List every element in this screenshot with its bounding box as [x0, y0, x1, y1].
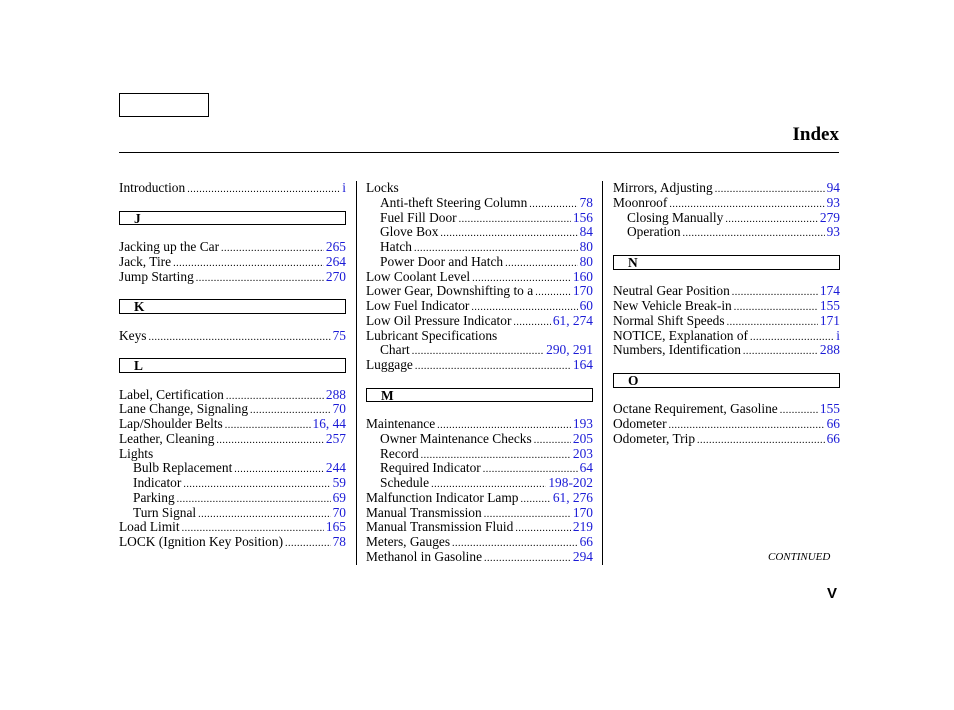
leader-dots	[743, 345, 818, 360]
leader-dots	[697, 434, 825, 449]
index-entry	[366, 506, 593, 521]
index-entry	[613, 417, 840, 432]
page-link[interactable]: 198-202	[548, 475, 593, 490]
column-divider	[602, 181, 603, 565]
entry-label: Required Indicator	[380, 460, 481, 476]
entry-label: Leather, Cleaning	[119, 430, 215, 446]
leader-dots	[149, 331, 331, 346]
section-tab-box	[119, 93, 209, 117]
leader-dots	[196, 272, 324, 287]
spacer	[119, 343, 346, 358]
title-rule	[119, 152, 839, 153]
index-subentry	[366, 211, 593, 226]
index-entry	[613, 299, 840, 314]
index-entry	[366, 358, 593, 373]
index-entry	[119, 447, 346, 462]
index-entry	[366, 270, 593, 285]
page-link[interactable]: 171	[819, 312, 840, 328]
entry-label: Load Limit	[119, 519, 180, 535]
leader-dots	[484, 552, 571, 567]
index-entry	[119, 270, 346, 285]
page-number: V	[827, 585, 838, 602]
index-entry	[119, 402, 346, 417]
spacer	[119, 225, 346, 240]
page-link[interactable]: 64	[579, 460, 593, 476]
entry-label: New Vehicle Break-in	[613, 298, 732, 313]
index-entry	[366, 314, 593, 329]
entry-label: Jump Starting	[119, 268, 194, 284]
page-link[interactable]: 59	[332, 475, 346, 490]
index-entry	[119, 240, 346, 255]
spacer	[119, 284, 346, 299]
page-link[interactable]: 80	[579, 239, 593, 254]
leader-dots	[683, 227, 825, 242]
page-link[interactable]: 16, 44	[312, 416, 346, 431]
page-link[interactable]: i	[342, 180, 346, 195]
leader-dots	[187, 183, 340, 198]
index-subentry	[119, 461, 346, 476]
index-subentry	[366, 476, 593, 491]
page-link[interactable]: 205	[572, 430, 593, 446]
index-subentry	[366, 343, 593, 358]
page-link[interactable]: 93	[826, 224, 840, 240]
entry-label: LOCK (Ignition Key Position)	[119, 534, 284, 549]
entry-label: Record	[380, 445, 419, 461]
spacer	[613, 388, 840, 403]
index-entry	[119, 181, 346, 196]
index-entry	[366, 417, 593, 432]
entry-label: Lubricant Specifications	[366, 327, 498, 343]
page-link[interactable]: 84	[579, 224, 593, 240]
index-column-2	[366, 181, 593, 565]
index-entry	[613, 402, 840, 417]
entry-label: Closing Manually	[627, 209, 724, 225]
letter-heading: N	[613, 255, 840, 270]
entry-label: Octane Requirement, Gasoline	[613, 401, 778, 417]
index-entry	[613, 284, 840, 299]
entry-label: Parking	[133, 489, 175, 505]
page-link[interactable]: 257	[325, 430, 346, 446]
page-link[interactable]: 164	[572, 357, 593, 372]
index-entry	[119, 520, 346, 535]
page-link[interactable]: 265	[325, 239, 346, 254]
page-link[interactable]: 294	[572, 548, 593, 564]
index-subentry	[119, 506, 346, 521]
entry-label: Normal Shift Speeds	[613, 312, 725, 328]
page-link[interactable]: 155	[819, 298, 840, 313]
entry-label: Low Oil Pressure Indicator	[366, 312, 512, 328]
entry-label: Jack, Tire	[119, 253, 172, 269]
entry-label: Low Fuel Indicator	[366, 298, 470, 313]
entry-label: NOTICE, Explanation of	[613, 327, 748, 343]
entry-label: Lower Gear, Downshifting to a	[366, 283, 534, 299]
index-entry	[366, 329, 593, 344]
continued-note: CONTINUED	[768, 551, 831, 563]
page-link[interactable]: 165	[325, 519, 346, 535]
entry-label: Luggage	[366, 357, 413, 372]
index-column-3	[613, 181, 840, 447]
index-subentry	[613, 225, 840, 240]
entry-label: Jacking up the Car	[119, 239, 220, 254]
entry-label: Owner Maintenance Checks	[380, 430, 532, 446]
index-subentry	[366, 447, 593, 462]
entry-label: Odometer, Trip	[613, 430, 696, 446]
entry-label: Mirrors, Adjusting	[613, 180, 713, 195]
page-link[interactable]: 93	[826, 194, 840, 210]
page-link[interactable]: 279	[819, 209, 840, 225]
entry-label: Lane Change, Signaling	[119, 401, 249, 417]
page-link[interactable]: 156	[572, 209, 593, 225]
index-entry	[613, 432, 840, 447]
entry-label: Lap/Shoulder Belts	[119, 416, 223, 431]
page-link[interactable]: 219	[572, 519, 593, 535]
index-entry	[366, 181, 593, 196]
page-link[interactable]: 288	[325, 386, 346, 402]
entry-label: Low Coolant Level	[366, 268, 471, 284]
index-entry	[613, 314, 840, 329]
page-link[interactable]: 174	[819, 283, 840, 299]
index-column-1	[119, 181, 346, 550]
spacer	[119, 373, 346, 388]
letter-heading: K	[119, 299, 346, 314]
leader-dots	[415, 360, 571, 375]
page-link[interactable]: 66	[579, 534, 593, 549]
index-entry	[119, 432, 346, 447]
entry-label: Operation	[627, 224, 681, 240]
page-link[interactable]: 80	[579, 253, 593, 269]
entry-label: Manual Transmission Fluid	[366, 519, 514, 535]
entry-label: Label, Certification	[119, 386, 224, 402]
entry-label: Methanol in Gasoline	[366, 548, 483, 564]
entry-label: Meters, Gauges	[366, 534, 451, 549]
index-subentry	[613, 211, 840, 226]
spacer	[119, 196, 346, 211]
page-link[interactable]: 70	[332, 504, 346, 520]
entry-label: Anti-theft Steering Column	[380, 194, 528, 210]
page-link[interactable]: 75	[332, 327, 346, 343]
page-link[interactable]: 170	[572, 283, 593, 299]
page-title: Index	[792, 124, 839, 145]
page-link[interactable]: 290, 291	[546, 342, 593, 358]
letter-heading: J	[119, 211, 346, 226]
entry-label: Glove Box	[380, 224, 439, 240]
index-entry	[366, 520, 593, 535]
entry-label: Odometer	[613, 416, 667, 431]
index-entry	[613, 343, 840, 358]
page-link[interactable]: 155	[819, 401, 840, 417]
spacer	[119, 314, 346, 329]
index-subentry	[119, 476, 346, 491]
page-link[interactable]: 264	[325, 253, 346, 269]
page-link[interactable]: 69	[332, 489, 346, 505]
page-link[interactable]: i	[836, 327, 840, 343]
spacer	[366, 373, 593, 388]
page-link[interactable]: 244	[325, 460, 346, 476]
letter-heading: L	[119, 358, 346, 373]
entry-label: Neutral Gear Position	[613, 283, 730, 299]
index-entry	[119, 388, 346, 403]
index-entry	[366, 284, 593, 299]
page-link[interactable]: 78	[579, 194, 593, 210]
column-divider	[356, 181, 357, 565]
leader-dots	[285, 537, 331, 552]
index-entry	[613, 196, 840, 211]
index-entry	[366, 550, 593, 565]
page-link[interactable]: 61, 274	[552, 312, 593, 328]
page-link[interactable]: 170	[572, 504, 593, 520]
index-subentry	[366, 240, 593, 255]
spacer	[613, 240, 840, 255]
entry-label: Malfunction Indicator Lamp	[366, 489, 519, 505]
index-entry	[366, 535, 593, 550]
entry-label: Bulb Replacement	[133, 460, 233, 476]
page-link[interactable]: 78	[332, 534, 346, 549]
index-entry	[119, 329, 346, 344]
entry-label: Power Door and Hatch	[380, 253, 504, 269]
page-link[interactable]: 193	[572, 416, 593, 431]
entry-label: Turn Signal	[133, 504, 197, 520]
index-entry	[366, 491, 593, 506]
index-entry	[613, 329, 840, 344]
index-subentry	[119, 491, 346, 506]
page-link[interactable]: 94	[826, 180, 840, 195]
index-subentry	[366, 432, 593, 447]
index-entry	[119, 535, 346, 550]
index-entry	[119, 255, 346, 270]
spacer	[613, 270, 840, 285]
letter-heading: M	[366, 388, 593, 403]
index-entry	[613, 181, 840, 196]
letter-heading: O	[613, 373, 840, 388]
page-link[interactable]: 70	[332, 401, 346, 417]
spacer	[613, 358, 840, 373]
entry-label: Fuel Fill Door	[380, 209, 457, 225]
index-subentry	[366, 255, 593, 270]
page-link[interactable]: 66	[826, 416, 840, 431]
entry-label: Maintenance	[366, 416, 436, 431]
spacer	[366, 402, 593, 417]
index-subentry	[366, 461, 593, 476]
entry-label: Lights	[119, 445, 154, 461]
page-link[interactable]: 61, 276	[552, 489, 593, 505]
entry-label: Moonroof	[613, 194, 668, 210]
page-link[interactable]: 160	[572, 268, 593, 284]
index-entry	[119, 417, 346, 432]
entry-label: Numbers, Identification	[613, 342, 741, 358]
page-link[interactable]: 288	[819, 342, 840, 358]
page-link[interactable]: 203	[572, 445, 593, 461]
index-subentry	[366, 196, 593, 211]
page-link[interactable]: 66	[826, 430, 840, 446]
entry-label: Manual Transmission	[366, 504, 482, 520]
entry-label: Introduction	[119, 180, 186, 195]
entry-label: Schedule	[380, 475, 430, 490]
entry-label: Chart	[380, 342, 410, 358]
entry-label: Locks	[366, 180, 399, 195]
entry-label: Keys	[119, 327, 147, 343]
page-link[interactable]: 270	[325, 268, 346, 284]
index-entry	[366, 299, 593, 314]
index-subentry	[366, 225, 593, 240]
entry-label: Hatch	[380, 239, 412, 254]
page-link[interactable]: 60	[579, 298, 593, 313]
entry-label: Indicator	[133, 475, 182, 490]
